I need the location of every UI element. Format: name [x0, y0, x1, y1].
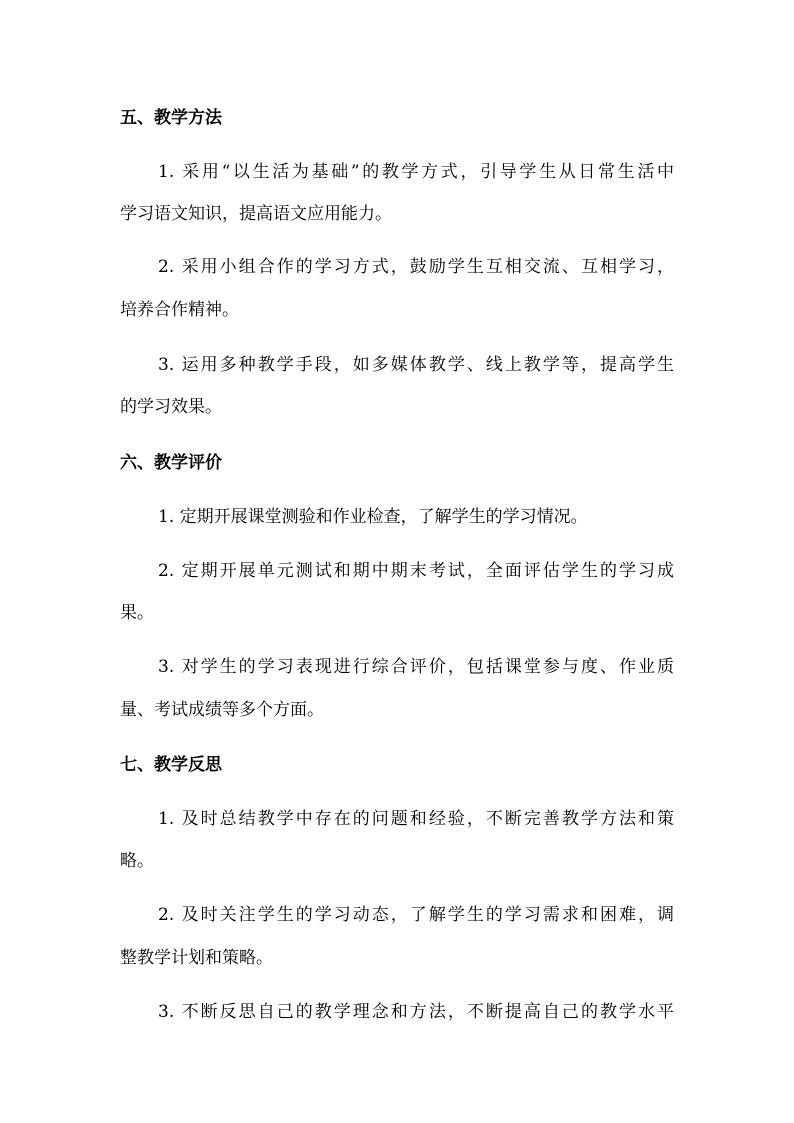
paragraph-line: 整教学计划和策略。: [120, 948, 273, 968]
paragraph-line: 的学习效果。: [120, 397, 222, 417]
paragraph-line: 略。: [120, 851, 154, 871]
paragraph-line: 2. 定期开展单元测试和期中期末考试，全面评估学生的学习成: [158, 561, 674, 581]
paragraph-line: 1. 采用“以生活为基础”的教学方式，引导学生从日常生活中: [158, 162, 674, 182]
paragraph-line: 3. 不断反思自己的教学理念和方法，不断提高自己的教学水平: [158, 1002, 674, 1022]
paragraph-line: 3. 运用多种教学手段，如多媒体教学、线上教学等，提高学生: [158, 355, 674, 375]
paragraph-line: 1. 定期开展课堂测验和作业检查，了解学生的学习情况。: [158, 507, 588, 527]
paragraph-line: 学习语文知识，提高语文应用能力。: [120, 204, 392, 224]
paragraph-line: 2. 及时关注学生的学习动态，了解学生的学习需求和困难，调: [158, 905, 674, 925]
paragraph-line: 培养合作精神。: [120, 300, 239, 320]
section-heading-teaching-evaluation: 六、教学评价: [120, 453, 222, 473]
paragraph-line: 果。: [120, 603, 154, 623]
paragraph-line: 2. 采用小组合作的学习方式，鼓励学生互相交流、互相学习，: [158, 257, 674, 277]
paragraph-line: 3. 对学生的学习表现进行综合评价，包括课堂参与度、作业质: [158, 657, 674, 677]
paragraph-line: 量、考试成绩等多个方面。: [120, 700, 324, 720]
section-heading-teaching-reflection: 七、教学反思: [120, 755, 222, 775]
paragraph-line: 1. 及时总结教学中存在的问题和经验，不断完善教学方法和策: [158, 809, 674, 829]
section-heading-teaching-methods: 五、教学方法: [120, 108, 222, 128]
